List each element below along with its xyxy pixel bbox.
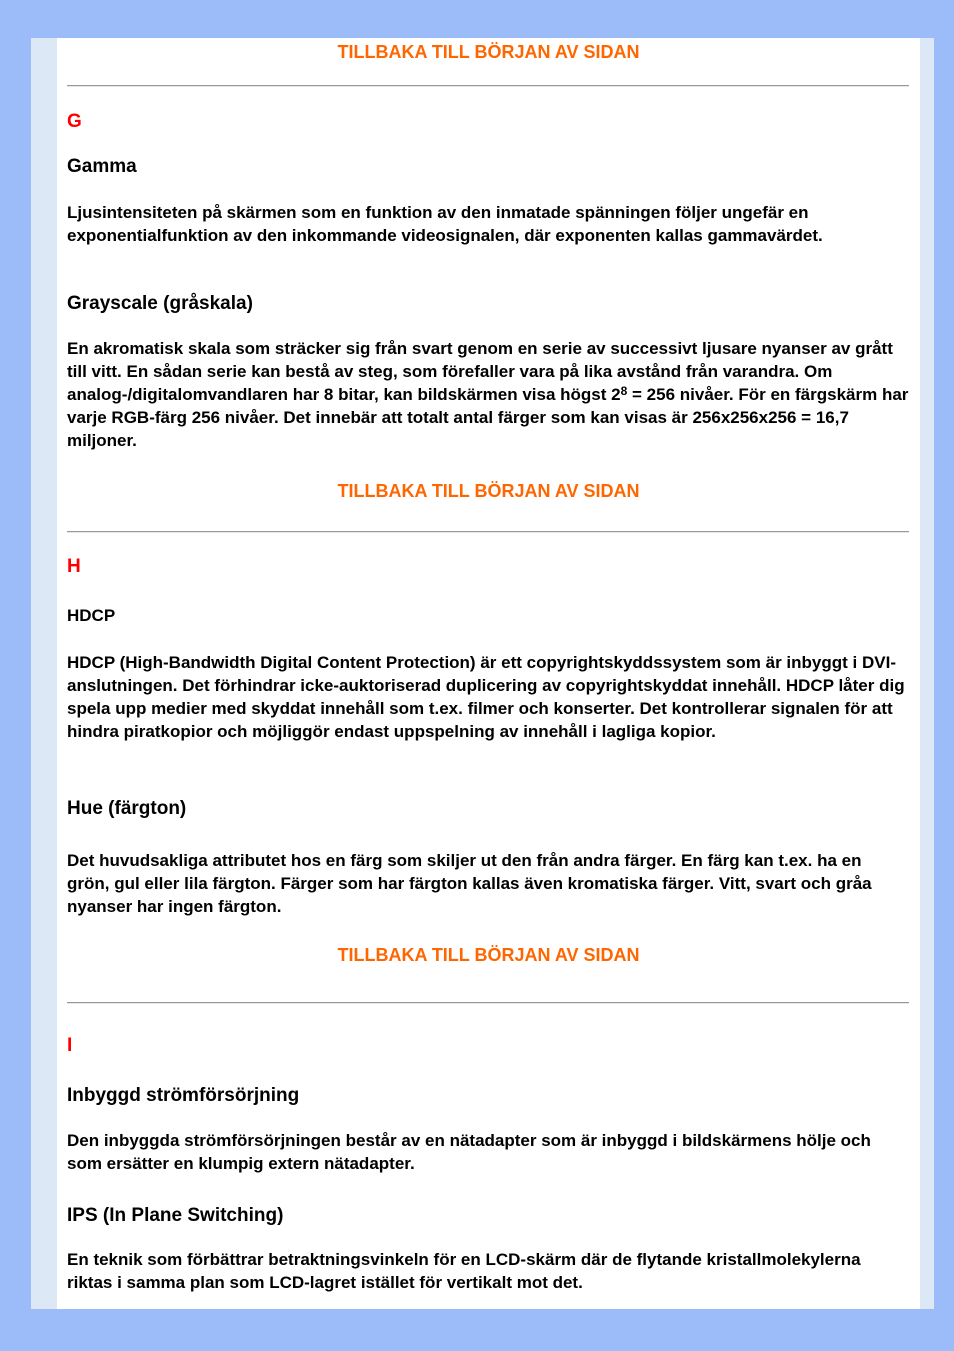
desc-hue: Det huvudsakliga attributet hos en färg som skiljer ut den från andra färger. En färg kan t.ex. ha en grön, gul eller lila färgton. Färger som har färgton kallas även kromatiska färger. Vitt, svart och gråa nyanser har ingen färgton.	[67, 851, 872, 916]
back-to-top-link[interactable]: TILLBAKA TILL BÖRJAN AV SIDAN	[337, 42, 640, 62]
term-inbyggd-stromforsorjning: Inbyggd strömförsörjning	[67, 1085, 300, 1106]
desc-grayscale-superscript: 8	[620, 384, 628, 398]
term-hue: Hue (färgton)	[67, 798, 187, 819]
desc-grayscale	[67, 337, 917, 452]
desc-ips: En teknik som förbättrar betraktningsvinkeln för en LCD-skärm där de flytande kristallmolekylerna riktas i samma plan som LCD-lagret istället för vertikalt mot det.	[67, 1250, 861, 1292]
term-ips: IPS (In Plane Switching)	[67, 1205, 284, 1226]
desc-gamma: Ljusintensiteten på skärmen som en funktion av den inmatade spänningen följer ungefär en exponentialfunktion av den inkommande videosignalen, där exponenten kallas gammavärdet.	[67, 203, 823, 245]
desc-hdcp: HDCP (High-Bandwidth Digital Content Protection) är ett copyrightskyddssystem som är inbyggt i DVI-anslutningen. Det förhindrar icke-auktoriserad duplicering av copyrightskyddat innehåll. HDCP låter dig spela upp medier med skyddat innehåll som t.ex. filmer och konserter. Det kontrollerar signalen för att hindra piratkopior och möjliggör endast uppspelning av innehåll i lagliga kopior.	[67, 653, 905, 741]
back-to-top-link[interactable]: TILLBAKA TILL BÖRJAN AV SIDAN	[337, 481, 640, 501]
back-to-top-link[interactable]: TILLBAKA TILL BÖRJAN AV SIDAN	[337, 945, 640, 965]
desc-grayscale-part1: En akromatisk skala som sträcker sig från svart genom en serie av successivt ljusare nyanser av grått till vitt. En sådan serie kan bestå av steg, som förefaller vara på lika avstånd från varandra. Om analog-/digitalomvandlaren har 8 bitar, kan bildskärmen visa högst 2	[67, 339, 893, 404]
section-letter-h: H	[67, 556, 81, 577]
desc-grayscale-part2: = 256 nivåer. För en färgskärm har varje RGB-färg 256 nivåer. Det innebär att totalt antal färger som kan visas är 256x256x256 = 16,7 miljoner.	[67, 385, 909, 450]
term-grayscale: Grayscale (gråskala)	[67, 293, 253, 314]
divider	[67, 531, 909, 533]
desc-inbyggd-stromforsorjning: Den inbyggda strömförsörjningen består av en nätadapter som är inbyggd i bildskärmens hölje och som ersätter en klumpig extern nätadapter.	[67, 1131, 871, 1173]
section-letter-g: G	[67, 111, 82, 132]
divider	[67, 1002, 909, 1004]
divider	[67, 85, 909, 87]
term-gamma: Gamma	[67, 156, 137, 177]
term-hdcp: HDCP	[67, 606, 116, 625]
section-letter-i: I	[67, 1035, 73, 1056]
